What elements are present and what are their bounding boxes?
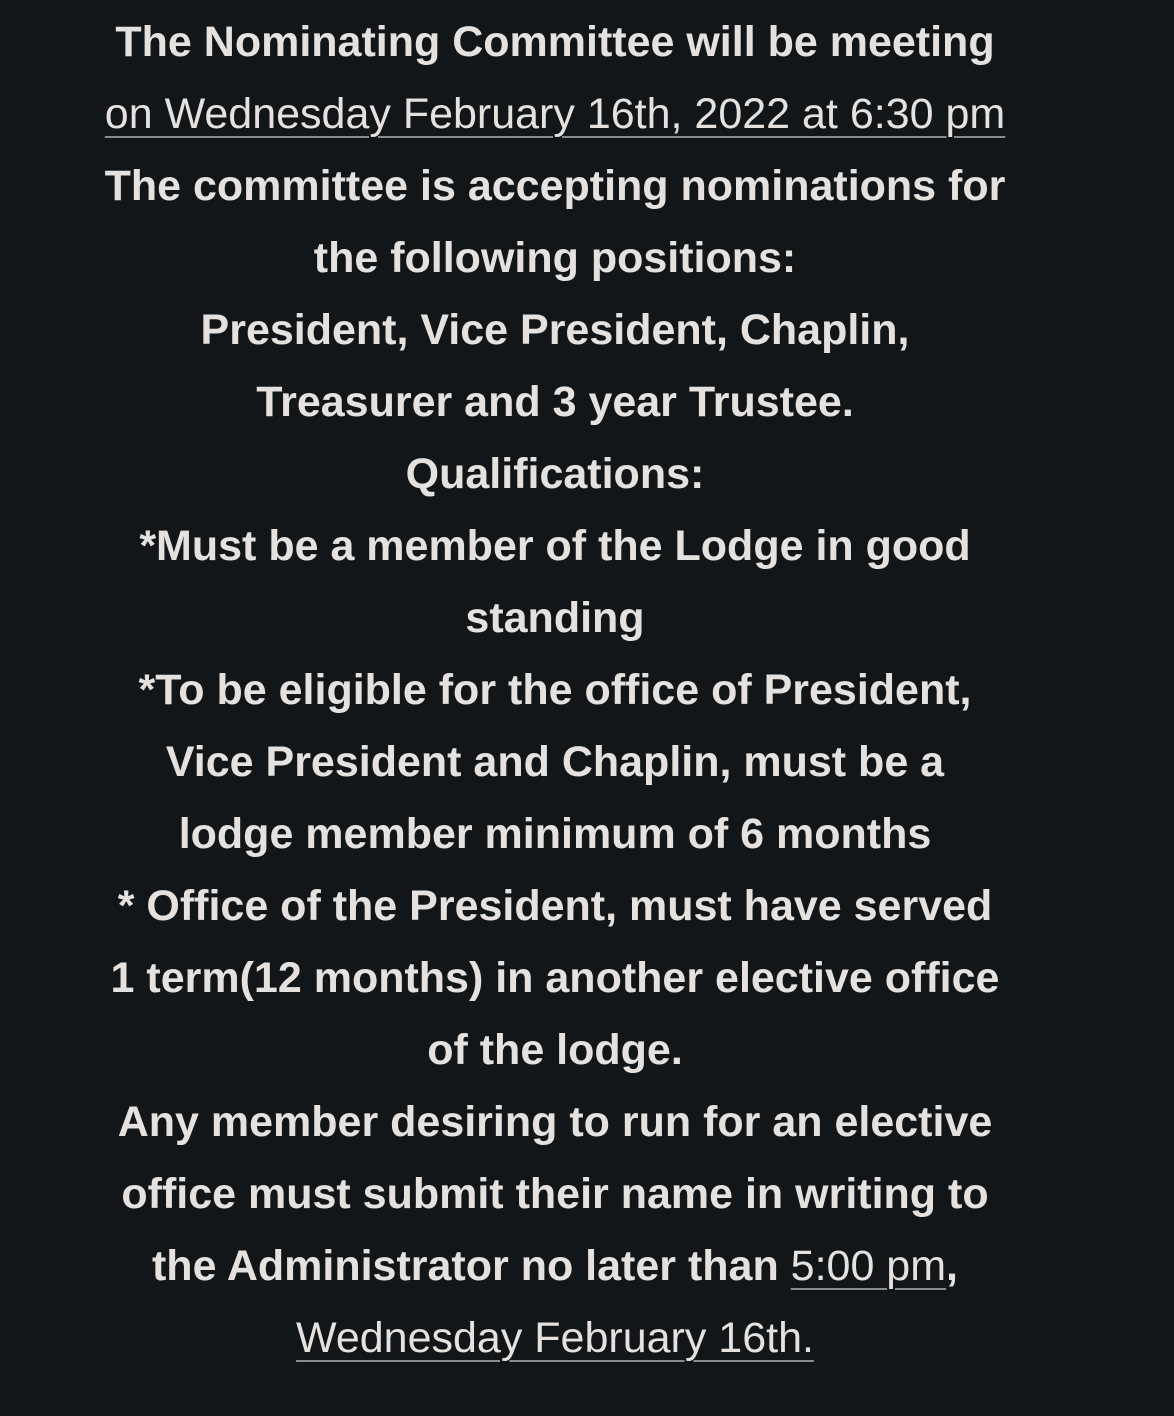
message-line: *To be eligible for the office of President, [138, 666, 972, 714]
message-line: office must submit their name in writing to [121, 1170, 989, 1218]
message-line: the following positions: [313, 234, 797, 282]
message-line: Treasurer and 3 year Trustee. [256, 378, 854, 426]
time-link[interactable]: 5:00 pm [790, 1242, 947, 1290]
date-link[interactable]: Wednesday February 16th. [296, 1314, 814, 1362]
message-text: , [946, 1242, 958, 1290]
date-link[interactable]: on Wednesday February 16th, 2022 at 6:30 pm [104, 90, 1006, 138]
message-line: of the lodge. [427, 1026, 683, 1074]
message-line: The Nominating Committee will be meeting [115, 18, 995, 66]
message-line: 1 term(12 months) in another elective office [110, 954, 1000, 1002]
message-line: Any member desiring to run for an elective [117, 1098, 993, 1146]
message-line: Vice President and Chaplin, must be a [165, 738, 945, 786]
message-body [0, 6, 1110, 1374]
message-line: President, Vice President, Chaplin, [200, 306, 910, 354]
message-line: standing [465, 594, 645, 642]
message-text: the Administrator no later than [151, 1242, 791, 1290]
message-line [0, 1230, 1110, 1302]
message-line [0, 78, 1110, 150]
message-line: Qualifications: [405, 450, 705, 498]
message-line [0, 1302, 1110, 1374]
message-line: lodge member minimum of 6 months [178, 810, 932, 858]
message-line: *Must be a member of the Lodge in good [139, 522, 971, 570]
message-line: * Office of the President, must have served [117, 882, 993, 930]
message-line: The committee is accepting nominations for [104, 162, 1006, 210]
